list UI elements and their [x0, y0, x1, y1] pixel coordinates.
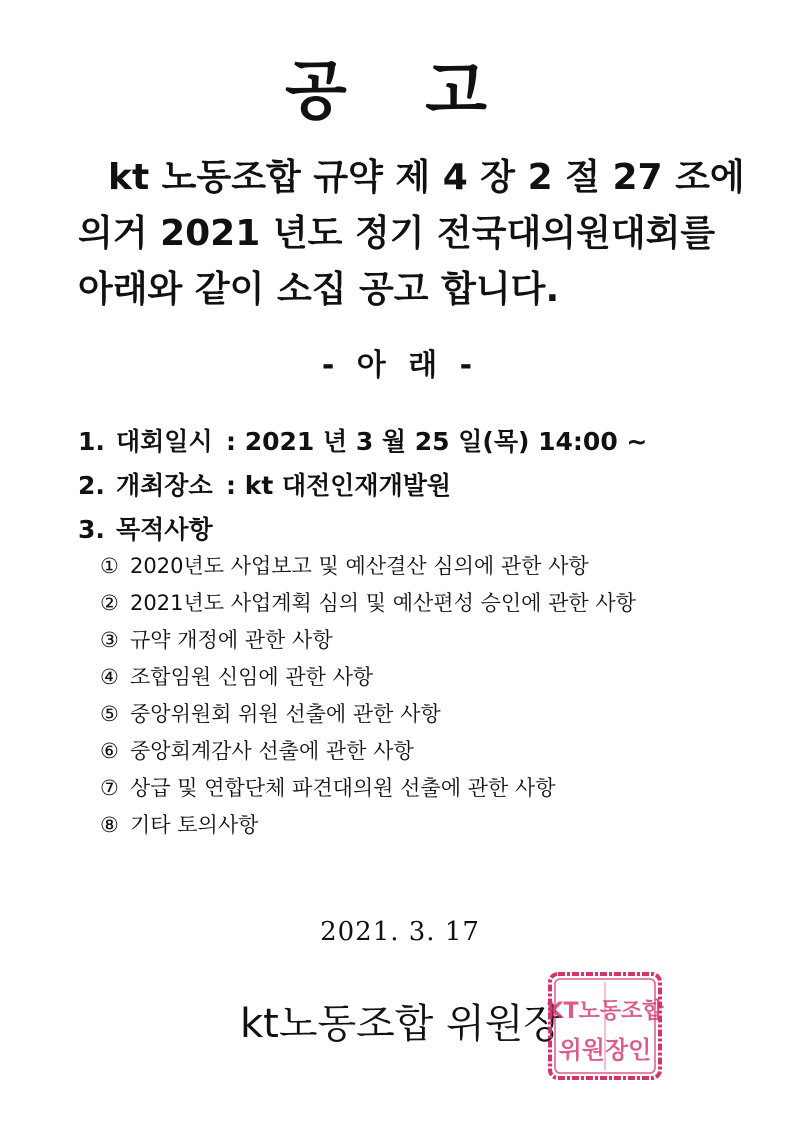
intro-line-1: kt 노동조합 규약 제 4 장 2 절 27 조에 [108, 157, 745, 198]
item-row-purpose [78, 508, 778, 552]
purpose-mark: ⑧ [100, 813, 119, 837]
item-label: 목적사항 [116, 515, 213, 544]
purpose-item [100, 659, 780, 696]
intro-line-3: 아래와 같이 소집 공고 합니다. [78, 269, 560, 310]
purpose-text: 중앙위원회 위원 선출에 관한 사항 [130, 702, 441, 726]
purpose-text: 조합임원 신임에 관한 사항 [130, 665, 374, 689]
purpose-list [100, 548, 780, 844]
item-row-schedule [78, 420, 778, 464]
svg-text:KT노동조합: KT노동조합 [546, 999, 664, 1024]
section-heading: - 아 래 - [321, 348, 479, 383]
purpose-item [100, 770, 780, 807]
item-number: 1. [78, 427, 105, 456]
notice-date: 2021. 3. 17 [320, 917, 480, 947]
intro-line-2: 의거 2021 년도 정기 전국대의원대회를 [78, 213, 716, 254]
purpose-text: 2020년도 사업보고 및 예산결산 심의에 관한 사항 [130, 554, 589, 578]
purpose-mark: ④ [100, 665, 119, 689]
purpose-text: 규약 개정에 관한 사항 [130, 628, 333, 652]
purpose-text: 2021년도 사업계획 심의 및 예산편성 승인에 관한 사항 [130, 591, 636, 615]
purpose-mark: ⑤ [100, 702, 119, 726]
item-value: : 2021 년 3 월 25 일(목) 14:00 ~ [226, 427, 648, 456]
purpose-item [100, 585, 780, 622]
purpose-item [100, 622, 780, 659]
purpose-item [100, 733, 780, 770]
purpose-item [100, 696, 780, 733]
svg-text:위원장인: 위원장인 [558, 1036, 652, 1064]
signer-name: kt노동조합 위원장 [240, 1001, 563, 1047]
item-label: 대회일시 [116, 427, 213, 456]
purpose-mark: ② [100, 591, 119, 615]
item-number: 2. [78, 471, 105, 500]
official-seal-icon [546, 970, 664, 1082]
purpose-mark: ③ [100, 628, 119, 652]
item-list [78, 420, 778, 552]
notice-title: 공 고 [285, 55, 515, 129]
item-row-venue [78, 464, 778, 508]
item-value: : kt 대전인재개발원 [226, 471, 452, 500]
purpose-mark: ⑥ [100, 739, 119, 763]
purpose-text: 기타 토의사항 [130, 813, 259, 837]
purpose-text: 상급 및 연합단체 파견대의원 선출에 관한 사항 [130, 776, 556, 800]
item-label: 개최장소 [116, 471, 213, 500]
purpose-mark: ① [100, 554, 119, 578]
item-number: 3. [78, 515, 105, 544]
intro-paragraph [78, 150, 758, 318]
purpose-text: 중앙회계감사 선출에 관한 사항 [130, 739, 414, 763]
purpose-item [100, 807, 780, 844]
purpose-mark: ⑦ [100, 776, 119, 800]
purpose-item [100, 548, 780, 585]
